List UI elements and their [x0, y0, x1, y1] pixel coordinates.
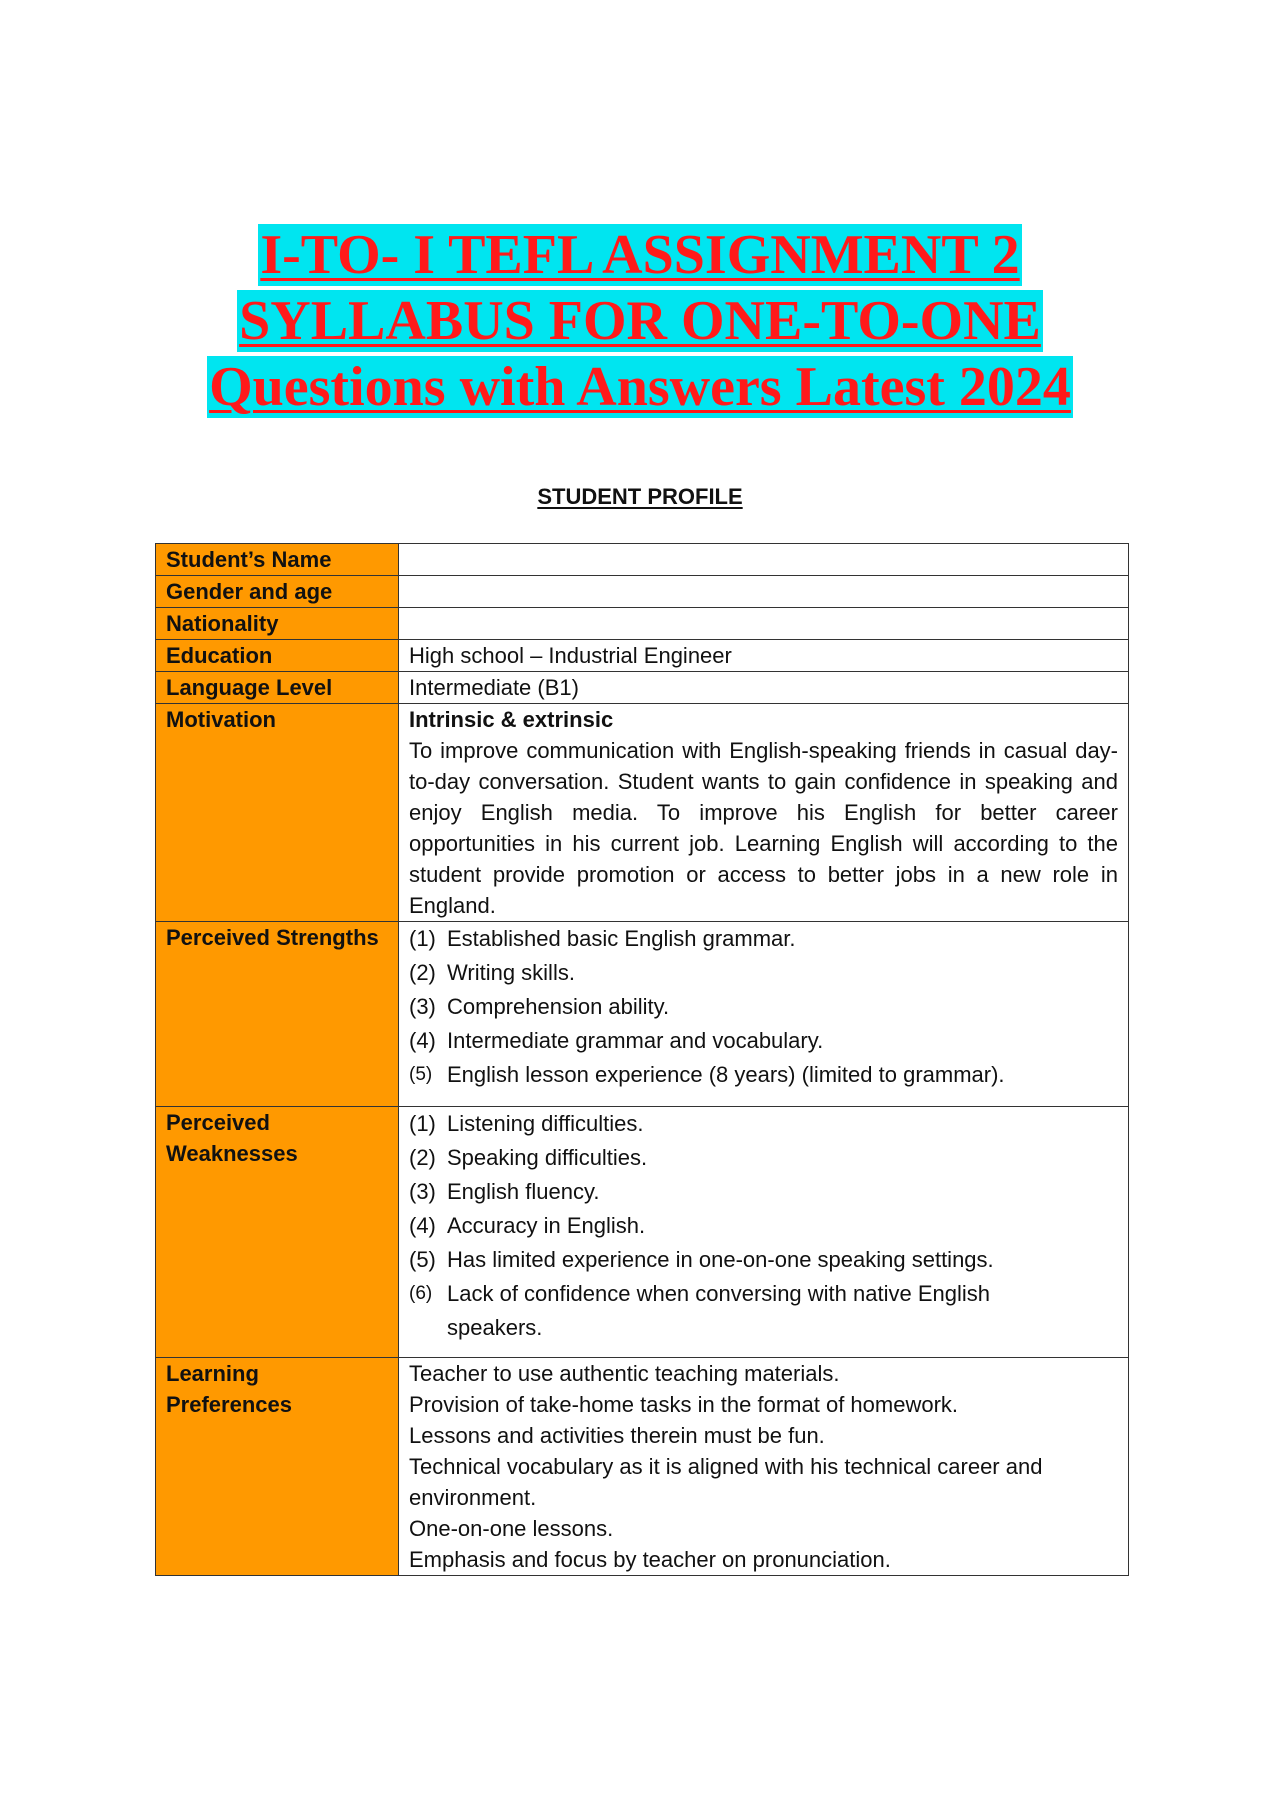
value-nationality: [399, 608, 1129, 640]
preference-line: Emphasis and focus by teacher on pronunciation.: [409, 1547, 891, 1572]
document-title: [0, 222, 1280, 420]
list-item: (6) Lack of confidence when conversing with native English speakers.: [409, 1281, 990, 1340]
list-item: (1) Listening difficulties.: [409, 1111, 644, 1136]
list-item: (3) Comprehension ability.: [409, 994, 670, 1019]
label-gender-age: Gender and age: [156, 576, 399, 608]
label-perceived-weaknesses: Perceived Weaknesses: [156, 1107, 399, 1358]
value-learning-preferences: [399, 1358, 1129, 1576]
row-perceived-strengths: [156, 922, 1129, 1107]
title-line-2: SYLLABUS FOR ONE-TO-ONE: [239, 290, 1041, 352]
label-nationality: Nationality: [156, 608, 399, 640]
preference-line: One-on-one lessons.: [409, 1516, 614, 1541]
row-education: [156, 640, 1129, 672]
row-language-level: [156, 672, 1129, 704]
label-perceived-strengths: Perceived Strengths: [156, 922, 399, 1107]
row-student-name: [156, 544, 1129, 576]
list-item: (1) Established basic English grammar.: [409, 926, 796, 951]
value-gender-age: [399, 576, 1129, 608]
motivation-text: To improve communication with English-speaking friends in casual day-to-day conversation. Student wants to gain confidence in speaking and enjoy English media. To improve his English for better career opportunities in his current job. Learning English will according to the student provide promotion or access to better jobs in a new role in England.: [409, 738, 1118, 918]
weaknesses-list: [409, 1107, 1118, 1345]
title-line-3: Questions with Answers Latest 2024: [209, 356, 1071, 418]
value-education: High school – Industrial Engineer: [399, 640, 1129, 672]
row-learning-preferences: [156, 1358, 1129, 1576]
value-motivation: [399, 704, 1129, 922]
label-education: Education: [156, 640, 399, 672]
preference-line: Teacher to use authentic teaching materials.: [409, 1361, 840, 1386]
preference-line: Lessons and activities therein must be fun.: [409, 1423, 825, 1448]
section-heading: STUDENT PROFILE: [537, 484, 743, 509]
title-line-1: I-TO- I TEFL ASSIGNMENT 2: [260, 224, 1020, 286]
value-student-name: [399, 544, 1129, 576]
list-item: (2) Writing skills.: [409, 960, 575, 985]
list-item: (5) Has limited experience in one-on-one speaking settings.: [409, 1247, 994, 1272]
list-item: (4) Accuracy in English.: [409, 1213, 646, 1238]
label-student-name: Student’s Name: [156, 544, 399, 576]
preference-line: Technical vocabulary as it is aligned with his technical career and environment.: [409, 1454, 1043, 1510]
strengths-list: [409, 922, 1118, 1092]
label-motivation: Motivation: [156, 704, 399, 922]
row-nationality: [156, 608, 1129, 640]
list-item: (3) English fluency.: [409, 1179, 600, 1204]
list-item: (4) Intermediate grammar and vocabulary.: [409, 1028, 824, 1053]
row-perceived-weaknesses: [156, 1107, 1129, 1358]
preference-line: Provision of take-home tasks in the format of homework.: [409, 1392, 959, 1417]
label-language-level: Language Level: [156, 672, 399, 704]
list-item: (5) English lesson experience (8 years) (limited to grammar).: [409, 1062, 1005, 1087]
list-item: (2) Speaking difficulties.: [409, 1145, 648, 1170]
value-language-level: Intermediate (B1): [399, 672, 1129, 704]
value-perceived-strengths: [399, 922, 1129, 1107]
motivation-heading: Intrinsic & extrinsic: [409, 707, 614, 732]
row-gender-age: [156, 576, 1129, 608]
value-perceived-weaknesses: [399, 1107, 1129, 1358]
row-motivation: [156, 704, 1129, 922]
label-learning-preferences: Learning Preferences: [156, 1358, 399, 1576]
student-profile-table: [155, 543, 1129, 1576]
